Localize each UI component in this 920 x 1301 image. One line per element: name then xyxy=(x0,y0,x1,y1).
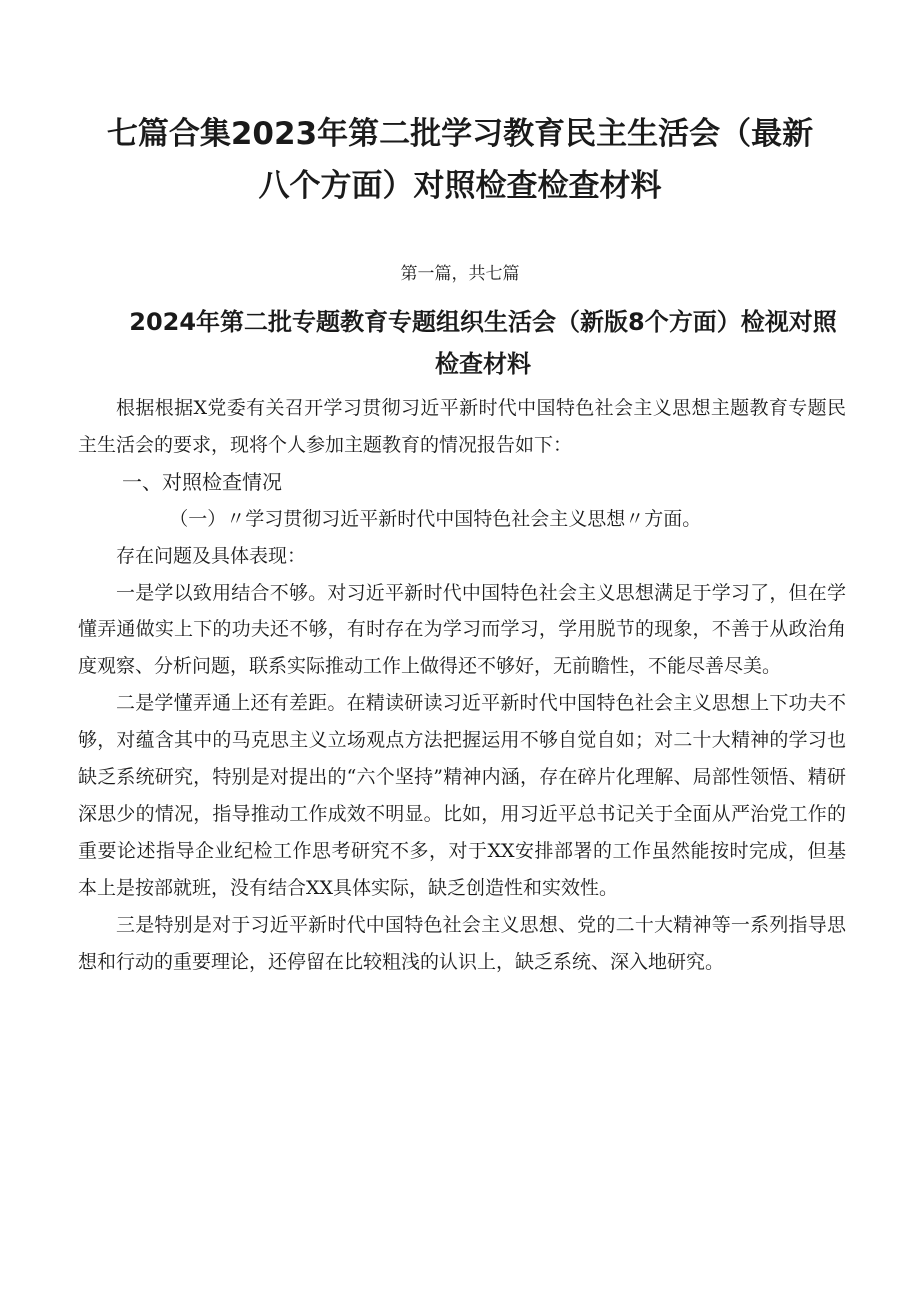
part-label: 第一篇，共七篇 xyxy=(400,264,520,284)
heading-level-1: 一、对照检查情况 xyxy=(122,469,282,494)
body-paragraph-1: 一是学以致用结合不够。对习近平新时代中国特色社会主义思想满足于学习了，但在学懂弄通做实上下的功夫还不够，有时存在为学习而学习，学用脱节的现象，不善于从政治角度观察、分析问题，联系实际推动工作上做得还不够好，无前瞻性，不能尽善尽美。 xyxy=(78,581,846,678)
intro-paragraph: 根据根据X党委有关召开学习贯彻习近平新时代中国特色社会主义思想主题教育专题民主生活会的要求，现将个人参加主题教育的情况报告如下： xyxy=(78,397,846,456)
document-body xyxy=(78,390,846,981)
document-title: 七篇合集2023年第二批学习教育民主生活会（最新八个方面）对照检查检查材料 xyxy=(106,116,814,204)
heading-level-2: （一）〃学习贯彻习近平新时代中国特色社会主义思想〃方面。 xyxy=(169,507,702,530)
problems-label: 存在问题及具体表现： xyxy=(116,544,307,567)
section-title: 2024年第二批专题教育专题组织生活会（新版8个方面）检视对照检查材料 xyxy=(129,308,837,378)
body-paragraph-2: 二是学懂弄通上还有差距。在精读研读习近平新时代中国特色社会主义思想上下功夫不够，对蕴含其中的马克思主义立场观点方法把握运用不够自觉自如；对二十大精神的学习也缺乏系统研究，特别是对提出的“六个坚持”精神内涵，存在碎片化理解、局部性领悟、精研深思少的情况，指导推动工作成效不明显。比如，用习近平总书记关于全面从严治党工作的重要论述指导企业纪检工作思考研究不多，对于XX安排部署的工作虽然能按时完成，但基本上是按部就班，没有结合XX具体实际，缺乏创造性和实效性。 xyxy=(78,692,846,899)
body-paragraph-3: 三是特别是对于习近平新时代中国特色社会主义思想、党的二十大精神等一系列指导思想和行动的重要理论，还停留在比较粗浅的认识上，缺乏系统、深入地研究。 xyxy=(78,913,846,973)
